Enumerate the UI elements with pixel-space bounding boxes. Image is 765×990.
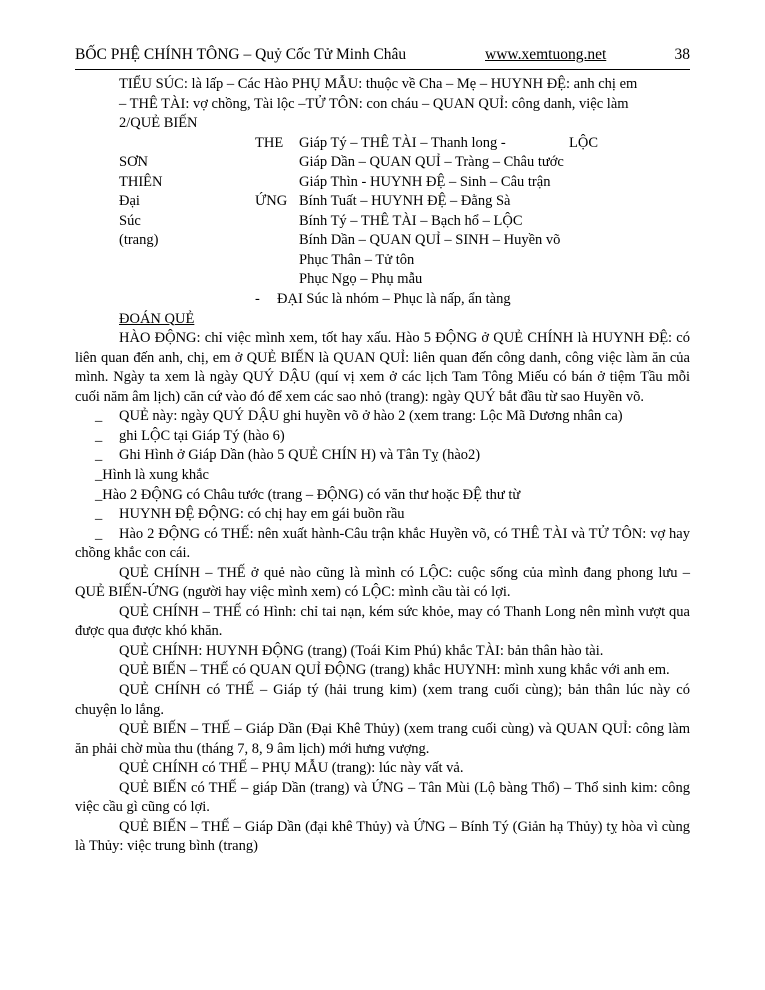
- hexagram-line: Bính Dần – QUAN QUỈ – SINH – Huyền võ: [299, 232, 561, 249]
- intro-line-1: TIỂU SÚC: là lấp – Các Hào PHỤ MẪU: thuộc về Cha – Mẹ – HUYNH ĐỆ: anh chị em: [119, 76, 638, 92]
- hexagram-line: Phục Ngọ – Phụ mẫu: [299, 271, 423, 288]
- bullet-marker: _: [95, 525, 103, 542]
- list-item-text: QUẺ này: ngày QUÝ DẬU ghi huyền võ ở hào 2 (xem trang: Lộc Mã Dương nhân ca): [119, 408, 623, 425]
- page-header: [75, 44, 690, 66]
- hexagram-line: Giáp Thìn - HUYNH ĐỆ – Sinh – Câu trận: [299, 173, 551, 190]
- hexagram-line: Bính Tý – THÊ TÀI – Bạch hổ – LỘC: [299, 212, 523, 229]
- paragraph: QUẺ BIẾN – THẾ có QUAN QUỈ ĐỘNG (trang) khắc HUYNH: mình xung khắc với anh em.: [119, 662, 670, 679]
- list-item: [75, 446, 690, 466]
- paragraph: QUẺ BIẾN – THẾ – Giáp Dần (đại khê Thủy) và ỨNG – Bính Tý (Giản hạ Thủy) tỵ hòa vì cùng là Thủy: việc trung bình (trang): [75, 818, 690, 855]
- hexagram-tag: ỨNG: [255, 193, 288, 210]
- list-item: [75, 427, 690, 447]
- hexagram-line: Giáp Dần – QUAN QUỈ – Tràng – Châu tước: [299, 154, 564, 171]
- website-link[interactable]: www.xemtuong.net: [485, 46, 607, 63]
- hexagram-name: (trang): [119, 232, 159, 249]
- list-item: _Hình là xung khắc: [95, 467, 209, 484]
- hexagram-name: THIÊN: [119, 173, 163, 190]
- bullet-marker: _: [95, 427, 103, 444]
- list-item-text: HUYNH ĐỆ ĐỘNG: có chị hay em gái buồn rầu: [119, 506, 405, 523]
- note-text: ĐẠI Súc là nhóm – Phục là nấp, ẩn tàng: [277, 291, 511, 308]
- paragraph: QUẺ CHÍNH có THẾ – PHỤ MẪU (trang): lúc này vất vả.: [119, 760, 464, 777]
- hexagram-tag: THE: [255, 134, 284, 151]
- page-body: [75, 75, 690, 857]
- bullet-marker: _: [95, 447, 103, 464]
- list-item-text: Ghi Hình ở Giáp Dần (hào 5 QUẺ CHÍN H) và Tân Tỵ (hào2): [119, 447, 481, 464]
- hexagram-line: Giáp Tý – THÊ TÀI – Thanh long -: [299, 134, 506, 151]
- hexagram-line: Phục Thân – Tử tôn: [299, 251, 415, 268]
- paragraph: QUẺ CHÍNH – THẾ có Hình: chỉ tai nạn, kém sức khỏe, may có Thanh Long nên mình vượt qua được qua được khó khăn.: [75, 603, 690, 640]
- hexagram-table: [75, 134, 690, 310]
- hexagram-name: SƠN: [119, 154, 149, 171]
- hexagram-name: Súc: [119, 212, 141, 229]
- hexagram-name: Đại: [119, 193, 140, 210]
- paragraph: HÀO ĐỘNG: chỉ việc mình xem, tốt hay xấu. Hào 5 ĐỘNG ở QUẺ CHÍNH là HUYNH ĐỆ: có liên quan đến anh, chị, em ở QUẺ BIẾN là QUAN QUỈ: liên quan đến công danh, công việc làm ăn của mình. Ngày ta xem là ngày QUÝ DẬU (quí vị xem ở các lịch Tam Tông Miếu có bán ở tiệm Tầu mỗi cuối năm âm lịch) căn cứ vào đó để xem các sao nhỏ (trang): ngày QUÝ bắt đầu từ sao Huyền võ.: [75, 330, 690, 405]
- hexagram-loc: LỘC: [569, 134, 598, 151]
- header-divider: [75, 69, 690, 70]
- note-dash: -: [255, 291, 260, 308]
- list-item-text: ghi LỘC tại Giáp Tý (hào 6): [119, 427, 285, 444]
- bullet-marker: _: [95, 506, 103, 523]
- bullet-marker: _: [95, 408, 103, 425]
- paragraph: QUẺ CHÍNH – THẾ ở quẻ nào cũng là mình có LỘC: cuộc sống của mình đang phong lưu – QUẺ BIẾN-ỨNG (người hay việc mình xem) có LỘC: mình cầu tài có lợi.: [75, 564, 690, 601]
- book-title: BỐC PHỆ CHÍNH TÔNG – Quỷ Cốc Tử Minh Châu: [75, 46, 407, 63]
- list-item: [75, 407, 690, 427]
- hexagram-line: Bính Tuất – HUYNH ĐỆ – Đằng Sà: [299, 193, 511, 210]
- paragraph: QUẺ BIẾN có THẾ – giáp Dần (trang) và ỨNG – Tân Mùi (Lộ bàng Thổ) – Thổ sinh kim: công việc cầu gì cũng có lợi.: [75, 779, 690, 816]
- list-item-text: Hào 2 ĐỘNG có THẾ: nên xuất hành-Câu trận khắc Huyền võ, có THÊ TÀI và TỬ TÔN: vợ hay chồng khắc con cái.: [75, 525, 690, 562]
- list-item: [75, 505, 690, 525]
- intro-line-3: 2/QUẺ BIẾN: [119, 115, 198, 132]
- page-number: 38: [674, 46, 690, 63]
- section-heading: ĐOÁN QUẺ: [119, 310, 195, 327]
- list-item: _Hào 2 ĐỘNG có Châu tước (trang – ĐỘNG) có văn thư hoặc ĐỆ thư từ: [95, 486, 521, 503]
- paragraph: QUẺ CHÍNH có THẾ – Giáp tý (hải trung kim) (xem trang cuối cùng); bản thân lúc này có chuyện lo lắng.: [75, 682, 690, 718]
- paragraph: QUẺ BIẾN – THẾ – Giáp Dần (Đại Khê Thủy) (xem trang cuối cùng) và QUAN QUỈ: công làm ăn phải chờ mùa thu (tháng 7, 8, 9 âm lịch) mới hưng vượng.: [75, 721, 690, 757]
- list-item: [75, 525, 690, 564]
- intro-line-2: – THÊ TÀI: vợ chồng, Tài lộc –TỬ TÔN: con cháu – QUAN QUỈ: công danh, việc làm: [119, 95, 629, 112]
- paragraph: QUẺ CHÍNH: HUYNH ĐỘNG (trang) (Toái Kim Phú) khắc TÀI: bản thân hào tài.: [119, 642, 604, 659]
